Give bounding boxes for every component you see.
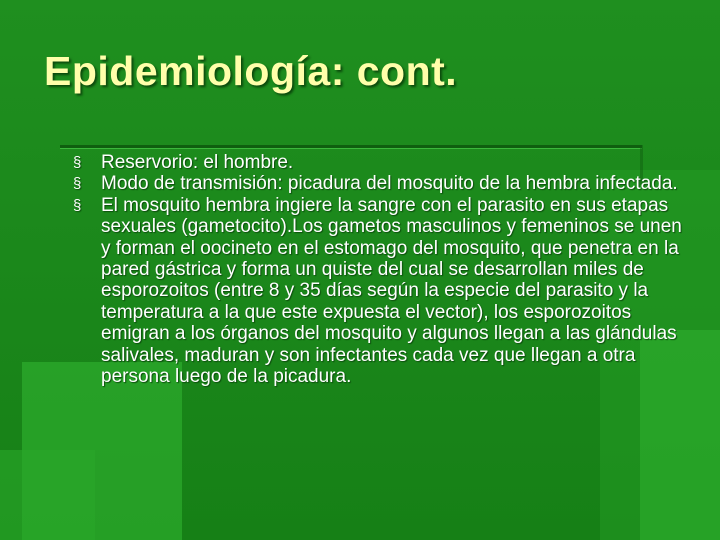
slide-title: Epidemiología: cont. <box>44 48 458 94</box>
title-divider <box>60 145 642 148</box>
list-item <box>73 195 693 388</box>
bullet-text: El mosquito hembra ingiere la sangre con el parasito en sus etapas sexuales (gametocito).Los gametos masculinos y femeninos se unen y forman el oocineto en el estomago del mosquito, que penetra en la pared gástrica y forma un quiste del cual se desarrollan miles de esporozoitos (entre 8 y 35 días según la especie del parasito y la temperatura a la que este expuesta el vector), los esporozoitos emigran a los órganos del mosquito y algunos llegan a las glándulas salivales, maduran y son infectantes cada vez que llegan a otra persona luego de la picadura. <box>101 194 682 388</box>
bullet-list <box>73 152 693 387</box>
bullet-text: Modo de transmisión: picadura del mosquito de la hembra infectada. <box>101 173 678 195</box>
bullet-text: Reservorio: el hombre. <box>101 152 294 173</box>
list-item <box>73 152 693 173</box>
list-item <box>73 173 693 194</box>
section-sign-icon: § <box>73 196 82 214</box>
section-sign-icon: § <box>73 175 82 193</box>
section-sign-icon: § <box>73 154 82 171</box>
decorative-block <box>0 450 95 540</box>
